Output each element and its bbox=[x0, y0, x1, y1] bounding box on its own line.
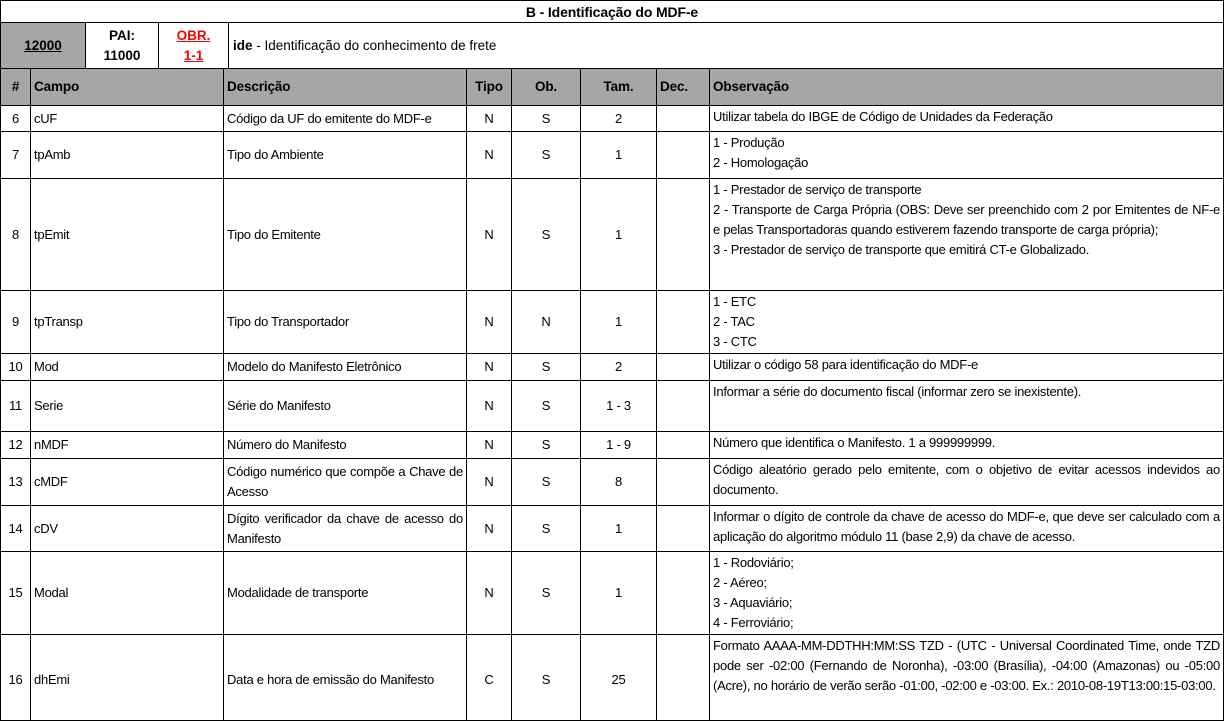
table-row bbox=[1, 635, 1223, 721]
field-name: cUF bbox=[31, 106, 224, 131]
table-row bbox=[1, 459, 1223, 506]
field-required: S bbox=[512, 381, 581, 431]
occurrence-label: OBR. bbox=[176, 27, 211, 43]
field-decimals bbox=[657, 635, 710, 721]
field-decimals bbox=[657, 552, 710, 634]
field-type: N bbox=[467, 552, 512, 634]
field-description: Modalidade de transporte bbox=[224, 552, 467, 634]
field-observation: Código aleatório gerado pelo emitente, com o objetivo de evitar acessos indevidos ao documento. bbox=[713, 462, 1220, 497]
field-required: S bbox=[512, 552, 581, 634]
field-type: N bbox=[467, 132, 512, 178]
field-type: C bbox=[467, 635, 512, 721]
field-description: Série do Manifesto bbox=[224, 381, 467, 431]
field-required: S bbox=[512, 106, 581, 131]
field-name: tpAmb bbox=[31, 132, 224, 178]
header-type: Tipo bbox=[467, 69, 512, 105]
field-description: Tipo do Transportador bbox=[224, 291, 467, 353]
parent-code-cell bbox=[86, 23, 159, 68]
parent-value: 11000 bbox=[103, 47, 141, 63]
field-decimals bbox=[657, 106, 710, 131]
field-size: 1 bbox=[581, 291, 657, 353]
field-observation: Informar o dígito de controle da chave de acesso do MDF-e, que deve ser calculado com a aplicação do algoritmo módulo 11 (base 2,9) da chave de acesso. bbox=[713, 509, 1220, 544]
field-name: Serie bbox=[31, 381, 224, 431]
row-number: 11 bbox=[1, 381, 31, 431]
field-name: Modal bbox=[31, 552, 224, 634]
field-type: N bbox=[467, 506, 512, 551]
field-required: N bbox=[512, 291, 581, 353]
table-row bbox=[1, 291, 1223, 354]
row-number: 8 bbox=[1, 179, 31, 290]
field-observation: Utilizar tabela do IBGE de Código de Unidades da Federação bbox=[713, 109, 1053, 124]
table-row bbox=[1, 179, 1223, 291]
field-size: 8 bbox=[581, 459, 657, 505]
field-required: S bbox=[512, 132, 581, 178]
row-number: 12 bbox=[1, 432, 31, 458]
field-name: cDV bbox=[31, 506, 224, 551]
field-observation: Número que identifica o Manifesto. 1 a 999999999. bbox=[713, 435, 996, 450]
group-title: - Identificação do conhecimento de frete bbox=[252, 37, 497, 53]
header-decimals: Dec. bbox=[657, 69, 710, 105]
field-size: 1 bbox=[581, 506, 657, 551]
field-size: 1 - 9 bbox=[581, 432, 657, 458]
field-size: 2 bbox=[581, 106, 657, 131]
header-required: Ob. bbox=[512, 69, 581, 105]
field-size: 1 - 3 bbox=[581, 381, 657, 431]
table-row bbox=[1, 132, 1223, 179]
field-observation: 1 - Rodoviário; 2 - Aéreo; 3 - Aquaviário; 4 - Ferroviário; bbox=[713, 555, 794, 630]
field-type: N bbox=[467, 381, 512, 431]
row-number: 15 bbox=[1, 552, 31, 634]
field-decimals bbox=[657, 354, 710, 380]
field-decimals bbox=[657, 132, 710, 178]
field-size: 1 bbox=[581, 132, 657, 178]
row-number: 6 bbox=[1, 106, 31, 131]
field-name: Mod bbox=[31, 354, 224, 380]
field-description: Modelo do Manifesto Eletrônico bbox=[224, 354, 467, 380]
table-row bbox=[1, 106, 1223, 132]
field-observation: 1 - Prestador de serviço de transporte 2 - Transporte de Carga Própria (OBS: Deve ser preenchido com 2 por Emitentes de NF-e e pelas Transportadoras quando estiverem fazendo transporte de carga própria); 3 - Prestador de serviço de transporte que emitirá CT-e Globalizado. bbox=[713, 182, 1220, 257]
field-required: S bbox=[512, 354, 581, 380]
header-observation: Observação bbox=[713, 79, 789, 94]
field-description: Código numérico que compõe a Chave de Acesso bbox=[224, 459, 467, 505]
field-type: N bbox=[467, 179, 512, 290]
occurrence-value: 1-1 bbox=[183, 47, 204, 63]
field-description: Tipo do Emitente bbox=[224, 179, 467, 290]
table-row bbox=[1, 552, 1223, 635]
table-row bbox=[1, 354, 1223, 381]
field-decimals bbox=[657, 291, 710, 353]
field-type: N bbox=[467, 432, 512, 458]
field-name: nMDF bbox=[31, 432, 224, 458]
row-number: 13 bbox=[1, 459, 31, 505]
field-size: 1 bbox=[581, 552, 657, 634]
field-required: S bbox=[512, 179, 581, 290]
table-row bbox=[1, 432, 1223, 459]
row-number: 10 bbox=[1, 354, 31, 380]
field-name: dhEmi bbox=[31, 635, 224, 721]
field-type: N bbox=[467, 106, 512, 131]
field-decimals bbox=[657, 179, 710, 290]
row-number: 14 bbox=[1, 506, 31, 551]
group-description-cell bbox=[229, 23, 1223, 68]
row-number: 7 bbox=[1, 132, 31, 178]
field-description: Código da UF do emitente do MDF-e bbox=[224, 106, 467, 131]
section-title bbox=[1, 1, 1223, 23]
field-observation: Utilizar o código 58 para identificação do MDF-e bbox=[713, 357, 978, 372]
field-decimals bbox=[657, 506, 710, 551]
field-type: N bbox=[467, 354, 512, 380]
field-name: tpEmit bbox=[31, 179, 224, 290]
field-decimals bbox=[657, 459, 710, 505]
field-size: 1 bbox=[581, 179, 657, 290]
table-header-row bbox=[1, 69, 1223, 106]
parent-label: PAI: bbox=[109, 27, 135, 43]
header-size: Tam. bbox=[581, 69, 657, 105]
field-observation: 1 - Produção 2 - Homologação bbox=[713, 135, 809, 170]
field-required: S bbox=[512, 459, 581, 505]
field-decimals bbox=[657, 381, 710, 431]
field-size: 25 bbox=[581, 635, 657, 721]
header-number: # bbox=[1, 69, 31, 105]
field-description: Data e hora de emissão do Manifesto bbox=[224, 635, 467, 721]
group-code-cell bbox=[1, 23, 86, 68]
field-description: Número do Manifesto bbox=[224, 432, 467, 458]
field-observation: Formato AAAA-MM-DDTHH:MM:SS TZD - (UTC - Universal Coordinated Time, onde TZD pode ser -02:00 (Fernando de Noronha), -03:00 (Brasília), -04:00 (Amazonas) ou -05:00 (Acre), no horário de verão serão -01:00, -02:00 e -03:00. Ex.: 2010-08-19T13:00:15-03:00. bbox=[713, 638, 1220, 693]
field-description: Dígito verificador da chave de acesso do Manifesto bbox=[224, 506, 467, 551]
field-description: Tipo do Ambiente bbox=[224, 132, 467, 178]
field-name: cMDF bbox=[31, 459, 224, 505]
field-type: N bbox=[467, 459, 512, 505]
group-tag: ide bbox=[233, 37, 253, 53]
field-observation: Informar a série do documento fiscal (informar zero se inexistente). bbox=[713, 384, 1082, 399]
occurrence-cell bbox=[159, 23, 229, 68]
row-number: 9 bbox=[1, 291, 31, 353]
field-size: 2 bbox=[581, 354, 657, 380]
table-row bbox=[1, 381, 1223, 432]
header-description: Descrição bbox=[224, 69, 467, 105]
row-number: 16 bbox=[1, 635, 31, 721]
field-type: N bbox=[467, 291, 512, 353]
table-row bbox=[1, 506, 1223, 552]
group-header-band bbox=[1, 23, 1223, 69]
header-field: Campo bbox=[31, 69, 224, 105]
field-required: S bbox=[512, 506, 581, 551]
section-title-text: B - Identificação do MDF-e bbox=[525, 3, 699, 20]
table-body bbox=[1, 106, 1223, 721]
field-decimals bbox=[657, 432, 710, 458]
field-required: S bbox=[512, 432, 581, 458]
field-required: S bbox=[512, 635, 581, 721]
group-code: 12000 bbox=[24, 37, 62, 53]
field-name: tpTransp bbox=[31, 291, 224, 353]
field-observation: 1 - ETC 2 - TAC 3 - CTC bbox=[713, 294, 757, 349]
